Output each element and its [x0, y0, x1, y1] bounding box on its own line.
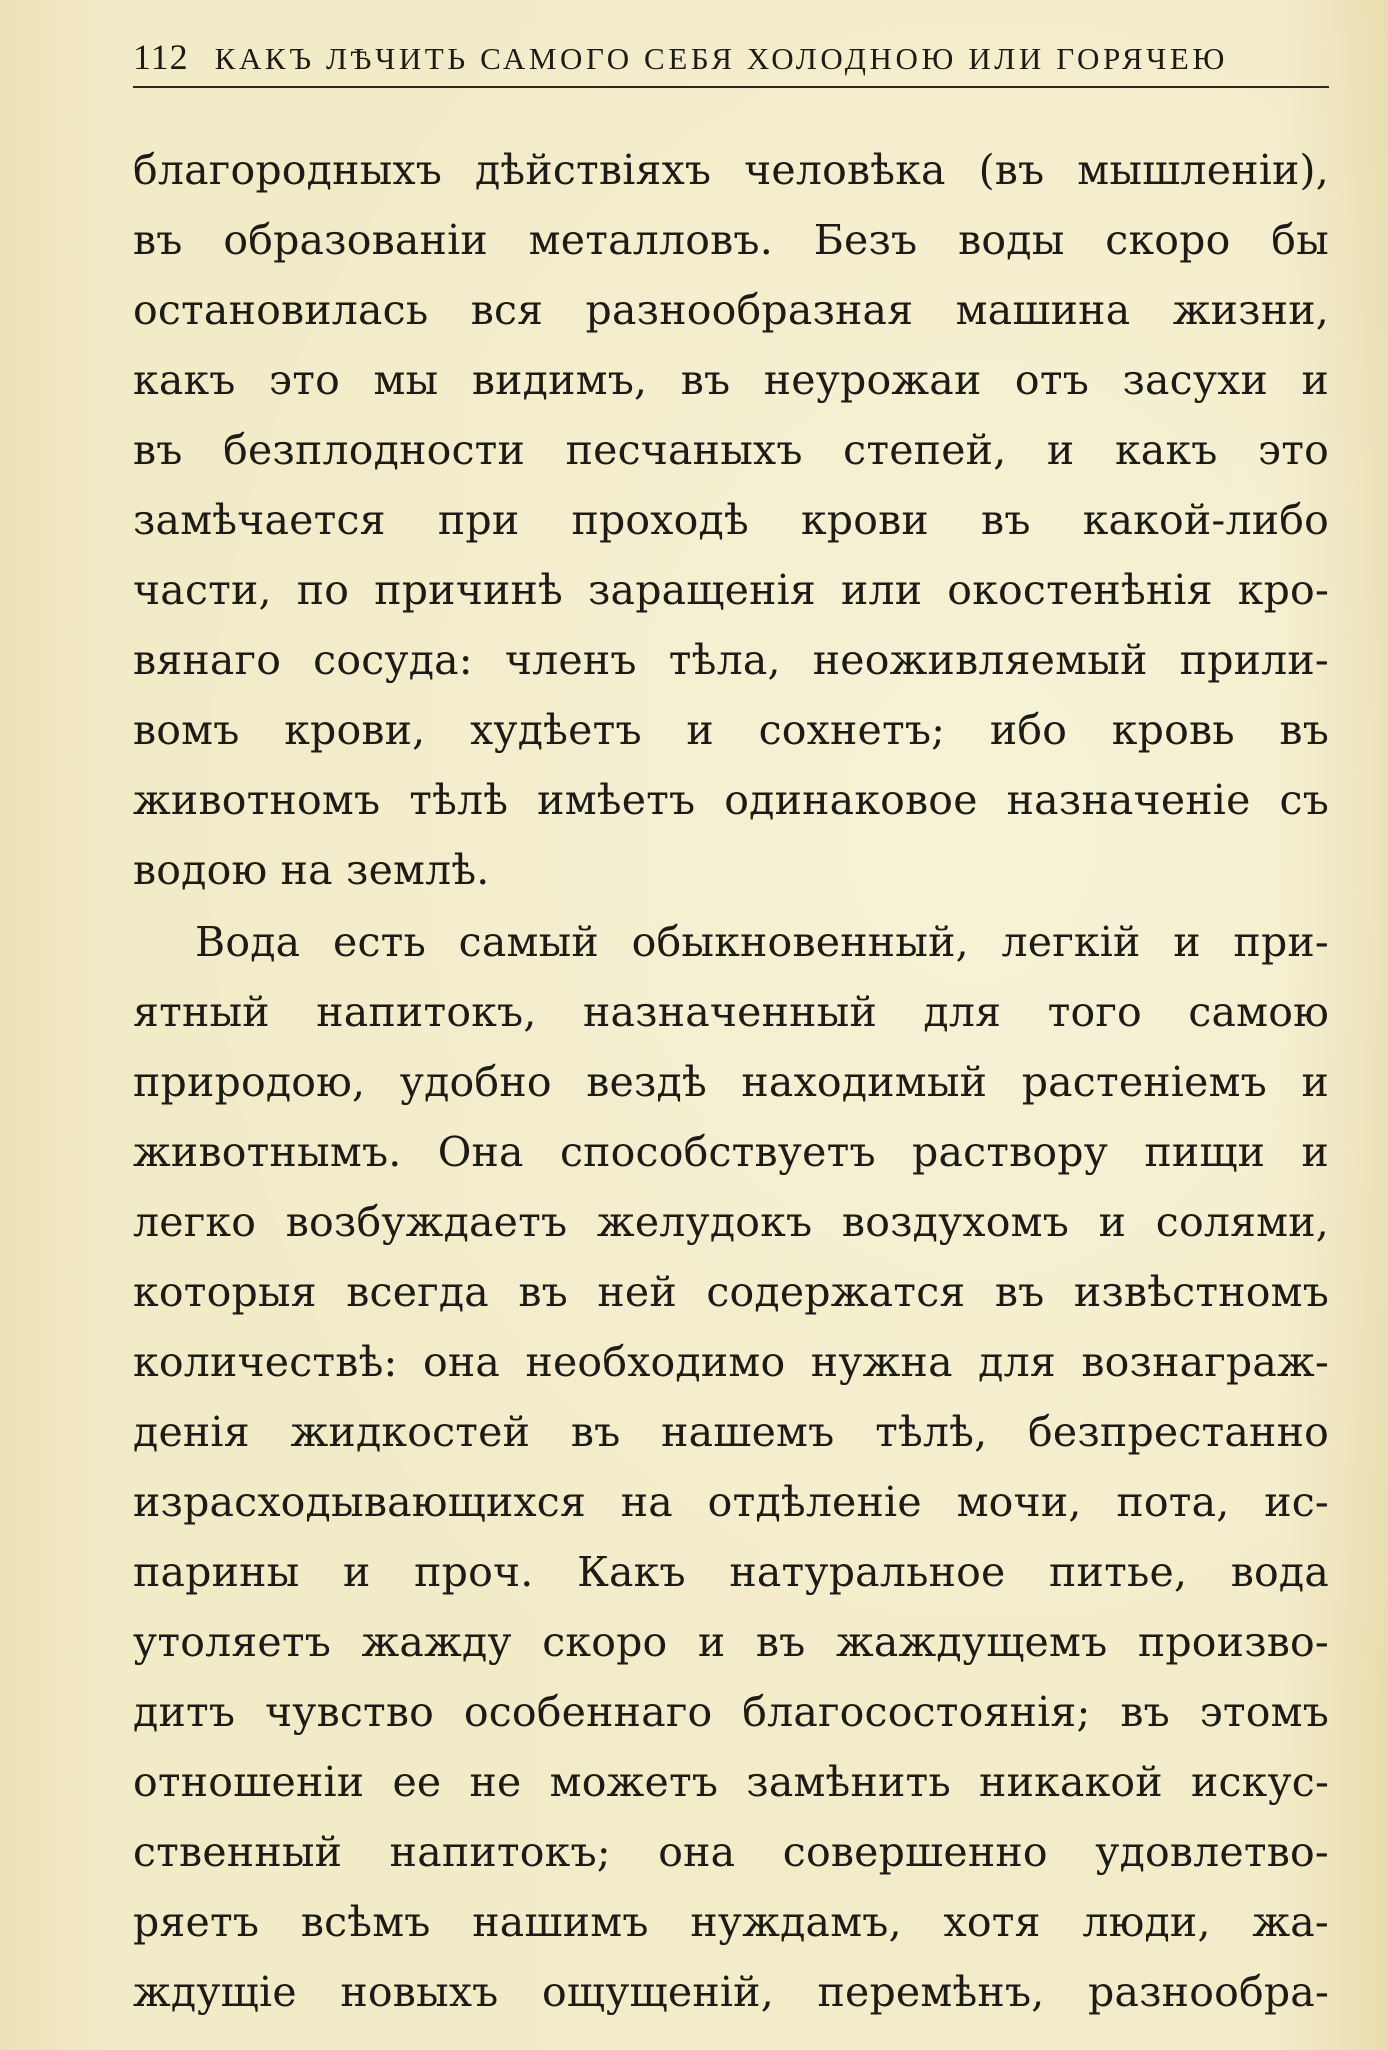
text-line: отношенiи ее не можетъ замѣнить никакой искус-: [133, 1758, 1329, 1806]
text-line: водою на землѣ.: [133, 846, 490, 894]
text-line: замѣчается при проходѣ крови въ какой-либо: [133, 496, 1329, 544]
text-line: Вода есть самый обыкновенный, легкiй и при-: [195, 918, 1329, 966]
page-header: [133, 36, 1329, 86]
text-line: какъ это мы видимъ, въ неурожаи отъ засухи и: [133, 356, 1329, 404]
text-line: легко возбуждаетъ желудокъ воздухомъ и солями,: [133, 1198, 1329, 1246]
text-line: ряетъ всѣмъ нашимъ нуждамъ, хотя люди, жа-: [133, 1898, 1329, 1946]
text-line: природою, удобно вездѣ находимый растенiемъ и: [133, 1058, 1329, 1106]
text-line: ятный напитокъ, назначенный для того самою: [133, 988, 1329, 1036]
paragraph-2: [133, 907, 1329, 2027]
text-line: которыя всегда въ ней содержатся въ извѣстномъ: [133, 1268, 1329, 1316]
text-line: денiя жидкостей въ нашемъ тѣлѣ, безпрестанно: [133, 1408, 1329, 1456]
page-number: 112: [133, 37, 189, 77]
text-line: парины и проч. Какъ натуральное питье, вода: [133, 1548, 1329, 1596]
text-line: въ безплодности песчаныхъ степей, и какъ это: [133, 426, 1329, 474]
text-line: дитъ чувство особеннаго благосостоянiя; въ этомъ: [133, 1688, 1329, 1736]
text-line: части, по причинѣ заращенiя или окостенѣнiя кро-: [133, 566, 1329, 614]
text-line: ждущiе новыхъ ощущенiй, перемѣнъ, разнообра-: [133, 1968, 1329, 2016]
text-line: утоляетъ жажду скоро и въ жаждущемъ произво-: [133, 1618, 1329, 1666]
text-line: количествѣ: она необходимо нужна для вознаграж-: [133, 1338, 1329, 1386]
text-line: благородныхъ дѣйствiяхъ человѣка (въ мышленiи),: [133, 146, 1329, 194]
paragraph-1: [133, 135, 1329, 905]
header-rule: [133, 86, 1329, 88]
text-line: остановилась вся разнообразная машина жизни,: [133, 286, 1329, 334]
text-line: животнымъ. Она способствуетъ раствору пищи и: [133, 1128, 1329, 1176]
running-title: КАКЪ ЛѢЧИТЬ САМОГО СЕБЯ ХОЛОДНОЮ ИЛИ ГОРЯЧЕЮ: [214, 41, 1228, 76]
text-line: въ образованiи металловъ. Безъ воды скоро бы: [133, 216, 1329, 264]
text-line: ственный напитокъ; она совершенно удовлетво-: [133, 1828, 1329, 1876]
text-line: вомъ крови, худѣетъ и сохнетъ; ибо кровь въ: [133, 706, 1329, 754]
body-text: [133, 135, 1329, 2027]
text-line: израсходывающихся на отдѣленiе мочи, пота, ис-: [133, 1478, 1329, 1526]
text-line: вянаго сосуда: членъ тѣла, неоживляемый прили-: [133, 636, 1329, 684]
text-line: животномъ тѣлѣ имѣетъ одинаковое назначенiе съ: [133, 776, 1329, 824]
